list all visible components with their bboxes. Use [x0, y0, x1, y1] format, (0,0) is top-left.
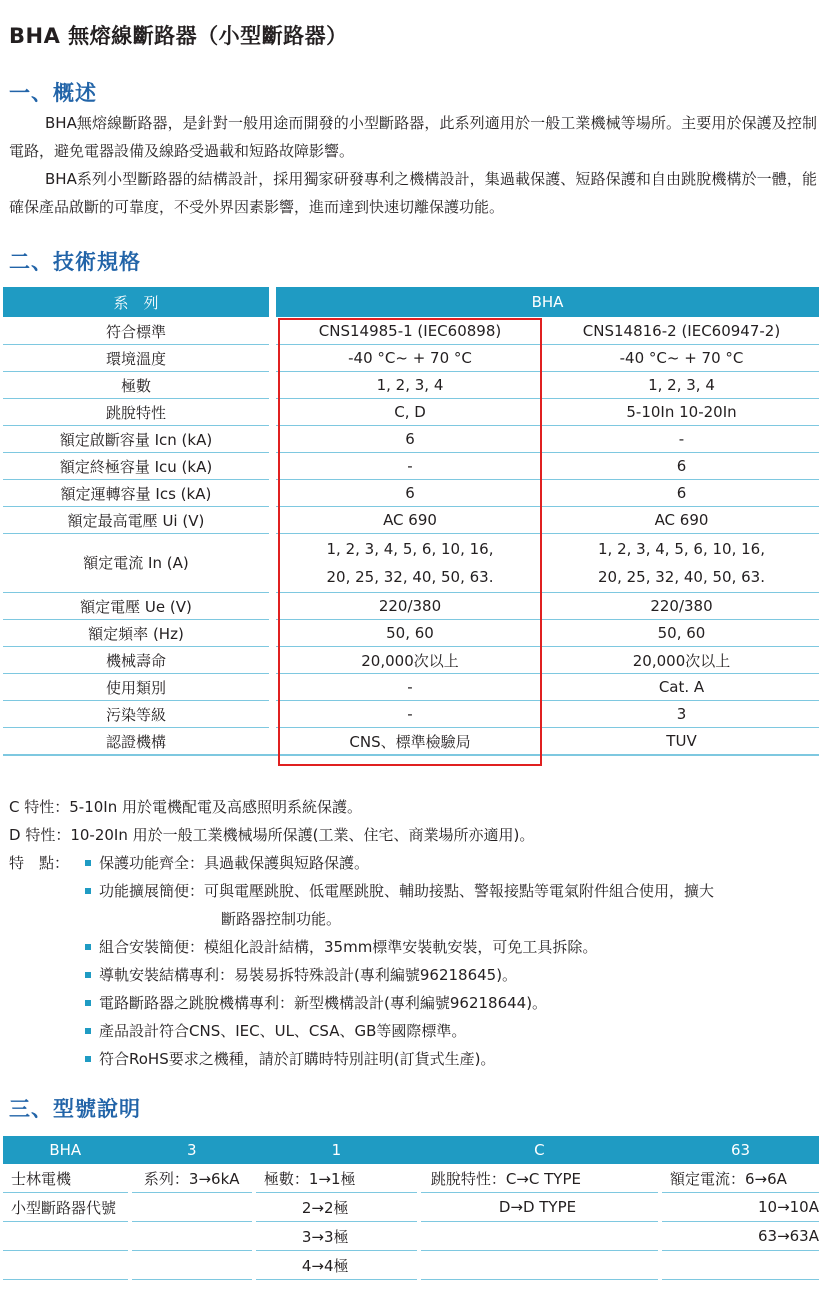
spec-label: 額定電流 In (A): [3, 534, 269, 593]
feature-item: [85, 933, 815, 961]
feature-item: [85, 1045, 815, 1073]
feature-text: 功能擴展簡便：可與電壓跳脫、低電壓跳脫、輔助接點、警報接點等電氣附件組合使用，擴大: [99, 882, 715, 900]
feature-text: 導軌安裝結構專利：易裝易拆特殊設計(專利編號96218645)。: [99, 966, 518, 984]
notes: [9, 793, 819, 1068]
spec-label: 額定啟斷容量 Icn (kA): [3, 426, 269, 453]
model-cell: 3→3極: [256, 1222, 417, 1251]
spec-value-b: TUV: [544, 728, 819, 756]
model-cell: 63→63A: [662, 1222, 819, 1251]
features-key: 特 點：: [9, 854, 70, 872]
model-row: [3, 1193, 819, 1222]
feature-text: 保護功能齊全：具過載保護與短路保護。: [99, 854, 370, 872]
model-cell: 10→10A: [662, 1193, 819, 1222]
spec-header-series-value: BHA: [276, 287, 819, 318]
model-cell: [421, 1251, 658, 1280]
spec-value-a: 6: [276, 426, 544, 453]
feature-item: [85, 961, 815, 989]
square-bullet-icon: [85, 1028, 91, 1034]
note-d-text: 10-20In 用於一般工業機械場所保護(工業、住宅、商業場所亦適用)。: [70, 826, 535, 844]
square-bullet-icon: [85, 860, 91, 866]
spec-value-a: -: [276, 453, 544, 480]
spec-header-series-label: 系 列: [3, 287, 269, 318]
overview-paragraph-1: BHA無熔線斷路器，是針對一般用途而開發的小型斷路器，此系列適用於一般工業機械等場所。主要用於保護及控制電路，避免電器設備及線路受過載和短路故障影響。: [9, 114, 817, 160]
model-header-cell: 63: [662, 1136, 819, 1164]
spec-label: 額定電壓 Ue (V): [3, 593, 269, 620]
model-header-cell: BHA: [3, 1136, 128, 1164]
spec-value-a: 1, 2, 3, 4: [276, 372, 544, 399]
model-cell: [132, 1193, 252, 1222]
spec-label: 跳脫特性: [3, 399, 269, 426]
highlight-box: [278, 318, 542, 766]
model-cell: [132, 1251, 252, 1280]
spec-value-a: -40 °C~ + 70 °C: [276, 345, 544, 372]
spec-value-b: CNS14816-2 (IEC60947-2): [544, 318, 819, 345]
spec-label: 極數: [3, 372, 269, 399]
note-c-key: C 特性：: [9, 798, 70, 816]
feature-text: 組合安裝簡便：模組化設計結構，35mm標準安裝軌安裝，可免工具拆除。: [99, 938, 598, 956]
spec-value-a: 20,000次以上: [276, 647, 544, 674]
spec-label: 使用類別: [3, 674, 269, 701]
model-cell: 小型斷路器代號: [3, 1193, 128, 1222]
model-cell: [662, 1251, 819, 1280]
feature-item: [85, 849, 815, 877]
overview-text: [9, 109, 817, 221]
spec-value-b: [544, 534, 819, 593]
spec-value-b: -: [544, 426, 819, 453]
feature-item: [85, 1017, 815, 1045]
model-cell: [3, 1251, 128, 1280]
feature-item: [85, 989, 815, 1017]
model-cell: 2→2極: [256, 1193, 417, 1222]
model-cell: 額定電流：6→6A: [662, 1164, 819, 1193]
spec-value-b: 20,000次以上: [544, 647, 819, 674]
feature-text-continued: 斷路器控制功能。: [221, 910, 342, 928]
spec-value-b: AC 690: [544, 507, 819, 534]
spec-value-b: 5-10In 10-20In: [544, 399, 819, 426]
spec-label: 額定頻率 (Hz): [3, 620, 269, 647]
square-bullet-icon: [85, 888, 91, 894]
model-cell: 士林電機: [3, 1164, 128, 1193]
spec-value-a: -: [276, 701, 544, 728]
model-row: [3, 1222, 819, 1251]
model-row: [3, 1251, 819, 1280]
spec-value-b-line2: 20, 25, 32, 40, 50, 63.: [598, 568, 765, 586]
feature-item: [85, 877, 815, 933]
spec-value-a: 6: [276, 480, 544, 507]
spec-value-a: 50, 60: [276, 620, 544, 647]
square-bullet-icon: [85, 1056, 91, 1062]
spec-value-b: 6: [544, 480, 819, 507]
section-heading-model: 三、型號說明: [9, 1097, 141, 1121]
model-cell: [132, 1222, 252, 1251]
spec-value-a: CNS14985-1 (IEC60898): [276, 318, 544, 345]
spec-label: 額定終極容量 Icu (kA): [3, 453, 269, 480]
spec-value-a: CNS、標準檢驗局: [276, 728, 544, 756]
model-cell: [3, 1222, 128, 1251]
spec-value-b: -40 °C~ + 70 °C: [544, 345, 819, 372]
spec-value-b: 6: [544, 453, 819, 480]
overview-paragraph-2: BHA系列小型斷路器的結構設計，採用獨家研發專利之機構設計，集過載保護、短路保護和自由跳脫機構於一體，能確保產品啟斷的可靠度，不受外界因素影響，進而達到快速切離保護功能。: [9, 170, 817, 216]
spec-value-b-line1: 1, 2, 3, 4, 5, 6, 10, 16,: [598, 540, 765, 558]
model-cell: 跳脫特性：C→C TYPE: [421, 1164, 658, 1193]
model-row: [3, 1164, 819, 1193]
spec-label: 符合標準: [3, 318, 269, 345]
spec-value-b: Cat. A: [544, 674, 819, 701]
model-cell: D→D TYPE: [421, 1193, 658, 1222]
model-header-cell: 1: [256, 1136, 417, 1164]
page-title: BHA 無熔線斷路器（小型斷路器）: [9, 24, 348, 48]
model-header-cell: C: [421, 1136, 658, 1164]
model-table: [3, 1136, 819, 1280]
feature-text: 產品設計符合CNS、IEC、UL、CSA、GB等國際標準。: [99, 1022, 467, 1040]
square-bullet-icon: [85, 1000, 91, 1006]
note-d: [9, 821, 819, 849]
note-c: [9, 793, 819, 821]
model-header-row: [3, 1136, 819, 1164]
note-d-key: D 特性：: [9, 826, 71, 844]
spec-label: 機械壽命: [3, 647, 269, 674]
section-heading-overview: 一、概述: [9, 81, 97, 105]
spec-label: 污染等級: [3, 701, 269, 728]
spec-value-a-line1: 1, 2, 3, 4, 5, 6, 10, 16,: [326, 540, 494, 558]
spec-value-a: C, D: [276, 399, 544, 426]
square-bullet-icon: [85, 972, 91, 978]
model-cell: [421, 1222, 658, 1251]
spec-value-a: AC 690: [276, 507, 544, 534]
spec-label: 額定最高電壓 Ui (V): [3, 507, 269, 534]
square-bullet-icon: [85, 944, 91, 950]
spec-value-a: 220/380: [276, 593, 544, 620]
spec-header-row: [3, 287, 819, 318]
feature-text: 電路斷路器之跳脫機構專利：新型機構設計(專利編號96218644)。: [99, 994, 548, 1012]
section-heading-specs: 二、技術規格: [9, 250, 141, 274]
features-list: [85, 849, 815, 1073]
spec-value-b: 50, 60: [544, 620, 819, 647]
note-c-text: 5-10In 用於電機配電及高感照明系統保護。: [69, 798, 362, 816]
model-cell: 系列：3→6kA: [132, 1164, 252, 1193]
spec-value-a-line2: 20, 25, 32, 40, 50, 63.: [326, 568, 494, 586]
model-cell: 極數：1→1極: [256, 1164, 417, 1193]
feature-text: 符合RoHS要求之機種，請於訂購時特別註明(訂貨式生產)。: [99, 1050, 496, 1068]
spec-value-b: 3: [544, 701, 819, 728]
spec-value-b: 1, 2, 3, 4: [544, 372, 819, 399]
model-cell: 4→4極: [256, 1251, 417, 1280]
spec-value-a: -: [276, 674, 544, 701]
model-header-cell: 3: [132, 1136, 252, 1164]
spec-value-b: 220/380: [544, 593, 819, 620]
spec-label: 認證機構: [3, 728, 269, 756]
spec-label: 環境溫度: [3, 345, 269, 372]
spec-label: 額定運轉容量 Ics (kA): [3, 480, 269, 507]
